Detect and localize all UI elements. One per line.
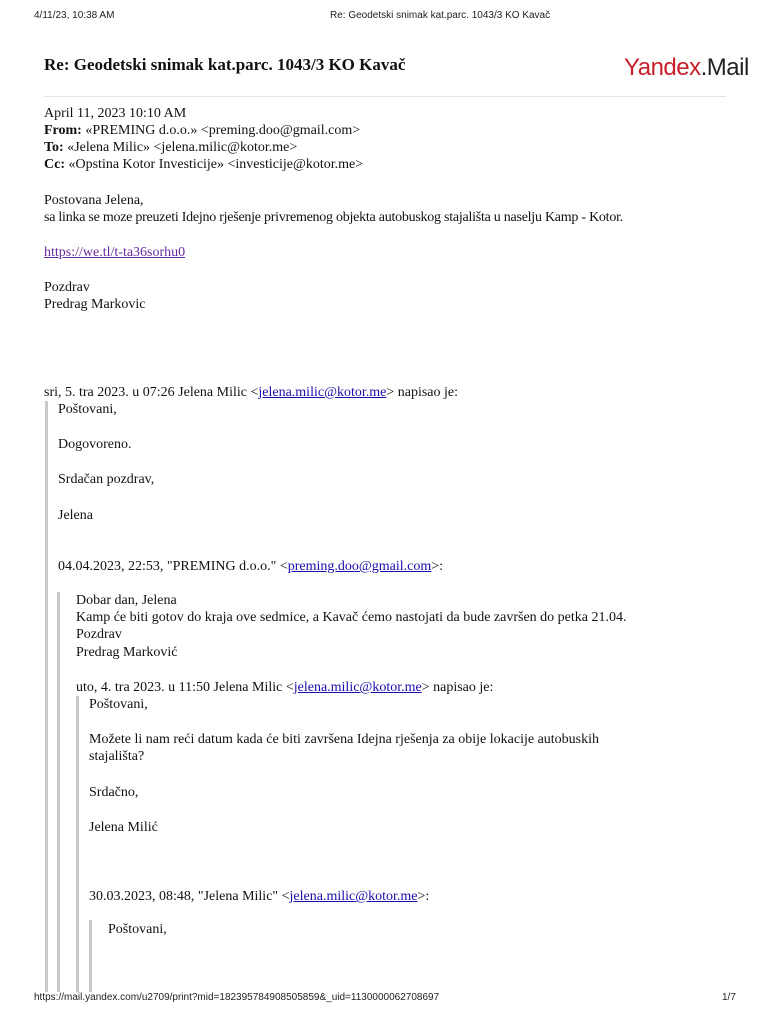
quote-line: Srdačan pozdrav, [58,472,155,487]
attribution-prefix: uto, 4. tra 2023. u 11:50 Jelena Milic < [76,680,294,695]
attribution-prefix: 04.04.2023, 22:53, "PREMING d.o.o." < [58,559,288,574]
to-value: «Jelena Milic» <jelena.milic@kotor.me> [67,140,298,155]
email-date: April 11, 2023 10:10 AM [44,106,187,121]
quote-line: Možete li nam reći datum kada će biti završena Idejna rješenja za obije lokacije autobuskih [89,732,600,747]
from-label: From: [44,123,82,138]
logo-brand: Yandex [624,54,701,81]
print-datetime: 4/11/23, 10:38 AM [34,10,115,21]
print-url: https://mail.yandex.com/u2709/print?mid=182395784908505859&_uid=1130000062708697 [34,992,440,1003]
quote-line: Dobar dan, Jelena [76,593,177,608]
quote-line: Dogovoreno. [58,437,132,452]
attribution-prefix: sri, 5. tra 2023. u 07:26 Jelena Milic < [44,385,259,400]
quote-line: Kamp će biti gotov do kraja ove sedmice, a Kavač ćemo nastojati da bude završen do petka 21.04. [76,610,627,625]
attribution-suffix: > napisao je: [386,385,458,400]
quote-line: Poštovani, [108,922,167,937]
to-label: To: [44,140,64,155]
quote-email-link[interactable]: jelena.milic@kotor.me [293,680,422,695]
quote-bar [45,401,48,992]
quote-line: Pozdrav [76,627,122,642]
quote-line: Srdačno, [89,785,139,800]
quote-line: Jelena Milić [89,820,158,835]
cc-label: Cc: [44,157,65,172]
header-divider [44,96,726,97]
to-row [44,139,297,156]
attribution-suffix: > napisao je: [421,680,494,695]
email-subject: Re: Geodetski snimak kat.parc. 1043/3 KO Kavač [44,55,406,74]
quote-bar [89,920,92,992]
quote-bar [57,592,60,992]
page-number: 1/7 [722,992,736,1003]
quote-line: Poštovani, [89,697,148,712]
from-row [44,122,360,139]
body-line: sa linka se moze preuzeti Idejno rješenje privremenog objekta autobuskog stajališta u naselju Kamp - Kotor. [44,210,623,225]
attribution-suffix: >: [431,559,444,574]
quote-line: Jelena [58,508,93,523]
quote-line: Predrag Marković [76,645,178,660]
print-title: Re: Geodetski snimak kat.parc. 1043/3 KO Kavač [330,10,551,21]
quote-email-link[interactable]: jelena.milic@kotor.me [289,889,418,904]
quote-attribution [89,888,429,905]
body-greeting: Postovana Jelena, [44,193,144,208]
logo-product: .Mail [700,54,749,81]
quote-bar [76,696,79,992]
cc-value: «Opstina Kotor Investicije» <investicije@kotor.me> [68,157,364,172]
quote-line: stajališta? [89,749,145,764]
from-value: «PREMING d.o.o.» <preming.doo@gmail.com> [85,123,361,138]
quote-attribution [58,558,443,575]
quote-email-link[interactable]: jelena.milic@kotor.me [258,385,387,400]
quote-attribution [44,384,458,401]
quote-line: Poštovani, [58,402,117,417]
yandex-mail-logo[interactable] [624,54,749,82]
quote-email-link[interactable]: preming.doo@gmail.com [287,559,432,574]
cc-row [44,156,363,173]
attribution-suffix: >: [417,889,430,904]
body-signature: Predrag Markovic [44,297,146,312]
wetransfer-link[interactable]: https://we.tl/t-ta36sorhu0 [44,245,186,260]
body-closing: Pozdrav [44,280,90,295]
attribution-prefix: 30.03.2023, 08:48, "Jelena Milic" < [89,889,290,904]
quote-attribution [76,679,493,696]
